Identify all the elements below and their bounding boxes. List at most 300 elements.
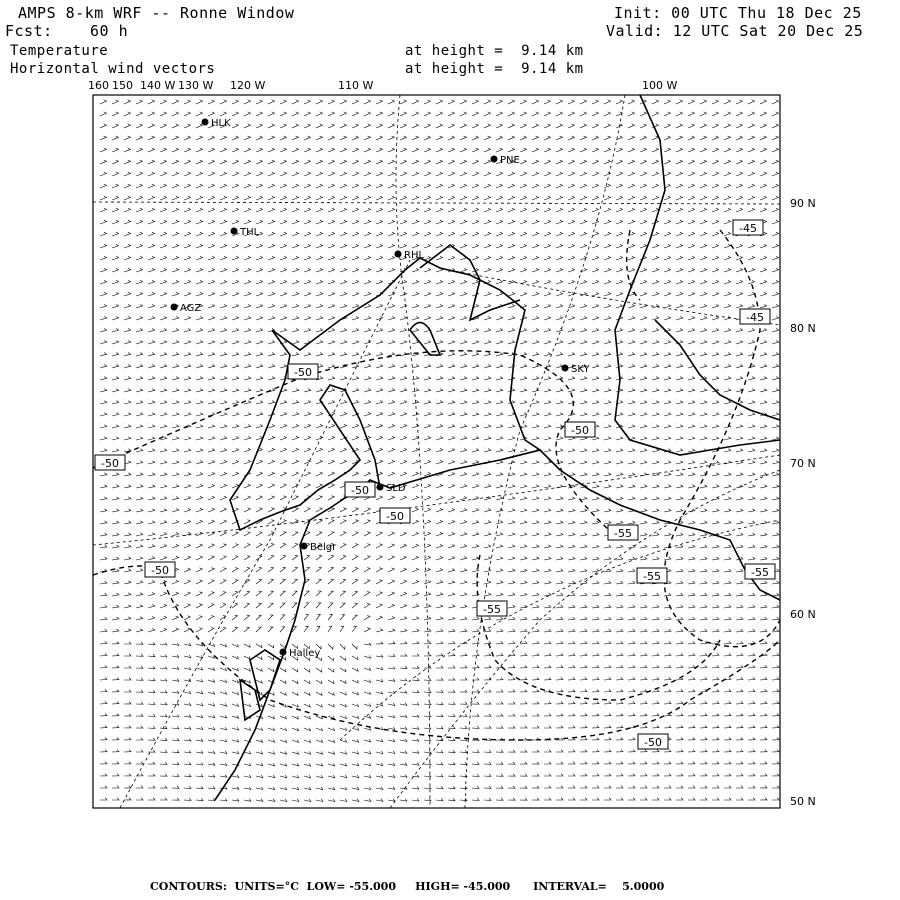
- wind-barb: [616, 677, 623, 680]
- wind-barb: [424, 100, 430, 104]
- wind-barb: [412, 617, 419, 620]
- wind-barb: [304, 484, 310, 488]
- wind-barb: [532, 545, 539, 548]
- wind-barb: [496, 798, 503, 800]
- wind-barb: [580, 665, 587, 668]
- wind-barb: [124, 220, 131, 224]
- wind-barb: [388, 604, 395, 608]
- wind-barb: [148, 112, 154, 116]
- wind-barb: [232, 304, 239, 308]
- wind-barb: [328, 341, 335, 345]
- wind-barb: [316, 220, 323, 224]
- wind-barb: [508, 256, 515, 260]
- wind-barb: [532, 714, 539, 716]
- wind-barb: [568, 220, 575, 224]
- wind-barb: [700, 557, 707, 560]
- wind-barb: [496, 557, 503, 560]
- wind-barb: [352, 680, 358, 683]
- wind-barb: [532, 461, 539, 464]
- wind-barb: [748, 762, 755, 764]
- wind-barb: [364, 751, 371, 754]
- wind-barb: [208, 727, 215, 730]
- wind-barb: [364, 136, 370, 140]
- wind-barb: [460, 460, 467, 464]
- wind-barb: [268, 448, 275, 452]
- wind-barb: [196, 763, 203, 766]
- wind-barb: [736, 689, 743, 692]
- wind-barb: [688, 437, 695, 440]
- wind-barb: [292, 716, 298, 719]
- wind-barb: [364, 556, 370, 560]
- wind-barb: [640, 280, 647, 284]
- wind-barb: [424, 292, 431, 296]
- wind-barb: [484, 774, 491, 776]
- wind-barb: [256, 591, 262, 596]
- wind-barb: [472, 569, 479, 572]
- wind-barb: [508, 533, 515, 536]
- wind-barb: [496, 593, 503, 596]
- wind-barb: [436, 544, 443, 548]
- wind-barb: [352, 112, 358, 116]
- wind-barb: [736, 677, 743, 680]
- wind-barb: [688, 148, 695, 152]
- wind-barb: [712, 605, 719, 608]
- wind-barb: [568, 112, 574, 116]
- wind-barb: [328, 787, 335, 790]
- wind-barb: [328, 100, 334, 104]
- wind-barb: [592, 256, 599, 260]
- wind-barb: [652, 701, 659, 704]
- wind-barb: [544, 208, 551, 212]
- wind-barb: [100, 689, 107, 692]
- wind-barb: [724, 280, 731, 284]
- wind-barb: [328, 532, 334, 537]
- wind-barb: [520, 365, 527, 369]
- wind-barb: [532, 280, 539, 284]
- wind-barb: [184, 643, 191, 646]
- wind-barb: [304, 232, 311, 236]
- wind-barb: [724, 557, 731, 560]
- wind-barb: [424, 256, 431, 260]
- wind-barb: [448, 172, 455, 176]
- wind-barb: [220, 591, 226, 596]
- wind-barb: [292, 555, 298, 560]
- wind-barb: [436, 798, 443, 801]
- wind-barb: [400, 556, 406, 560]
- wind-barb: [244, 256, 251, 260]
- wind-barb: [556, 641, 563, 644]
- wind-barb: [412, 787, 419, 790]
- wind-barb: [196, 268, 203, 272]
- wind-barb: [268, 775, 275, 778]
- wind-barb: [424, 401, 431, 405]
- wind-barb: [736, 449, 743, 452]
- wind-barb: [136, 497, 143, 500]
- wind-barb: [544, 437, 551, 440]
- wind-barb: [412, 496, 419, 500]
- wind-barb: [184, 449, 191, 452]
- wind-barb: [352, 591, 358, 596]
- wind-barb: [484, 100, 490, 104]
- wind-barb: [604, 738, 611, 741]
- wind-barb: [712, 136, 718, 140]
- wind-barb: [520, 208, 527, 212]
- wind-barb: [520, 509, 527, 512]
- wind-barb: [208, 544, 214, 548]
- wind-barb: [628, 617, 635, 620]
- wind-barb: [544, 316, 551, 320]
- wind-barb: [472, 244, 479, 248]
- wind-barb: [580, 738, 587, 740]
- wind-barb: [328, 172, 335, 176]
- wind-barb: [460, 292, 467, 296]
- wind-barb: [412, 472, 419, 476]
- wind-barb: [292, 787, 299, 790]
- wind-barb: [616, 521, 623, 524]
- wind-barb: [604, 208, 611, 212]
- wind-barb: [328, 389, 335, 393]
- wind-barb: [424, 751, 431, 754]
- wind-barb: [220, 136, 226, 140]
- wind-barb: [640, 533, 647, 536]
- wind-barb: [136, 629, 143, 632]
- wind-barb: [100, 762, 107, 764]
- lon-label-130: 130 W: [178, 79, 214, 92]
- wind-barb: [184, 124, 190, 128]
- wind-barb: [244, 184, 251, 188]
- wind-barb: [652, 689, 659, 692]
- wind-barb: [340, 292, 347, 296]
- wind-barb: [280, 627, 285, 632]
- wind-barb: [388, 532, 394, 536]
- wind-barb: [376, 220, 383, 224]
- wind-barb: [460, 328, 467, 332]
- wind-barb: [400, 412, 407, 416]
- wind-barb: [652, 244, 659, 248]
- wind-barb: [352, 100, 358, 104]
- wind-barb: [328, 112, 334, 116]
- wind-barb: [220, 377, 227, 381]
- wind-barb: [340, 328, 347, 332]
- wind-barb: [436, 702, 443, 704]
- wind-barb: [208, 580, 214, 584]
- wind-barb: [484, 401, 491, 404]
- wind-barb: [508, 521, 515, 524]
- wind-barb: [388, 460, 395, 464]
- wind-barb: [184, 473, 191, 477]
- wind-barb: [592, 353, 599, 357]
- lon-label-110: 110 W: [338, 79, 374, 92]
- wind-barb: [484, 557, 491, 560]
- wind-barb: [712, 569, 719, 572]
- wind-barb: [508, 690, 515, 692]
- wind-barb: [388, 691, 395, 694]
- wind-barb: [412, 328, 419, 332]
- wind-barb: [400, 220, 407, 224]
- wind-barb: [760, 617, 767, 620]
- wind-barb: [580, 449, 587, 452]
- wind-barb: [604, 268, 611, 272]
- wind-barb: [232, 413, 239, 416]
- wind-barb: [760, 328, 767, 332]
- wind-barb: [424, 208, 431, 212]
- wind-barb: [208, 556, 214, 560]
- wind-barb: [616, 232, 623, 236]
- wind-barb: [256, 567, 262, 572]
- wind-barb: [568, 714, 575, 716]
- wind-barb: [496, 786, 503, 788]
- wind-barb: [772, 738, 779, 741]
- wind-barb: [628, 112, 634, 116]
- wind-barb: [448, 436, 455, 440]
- wind-barb: [172, 377, 179, 381]
- wind-barb: [688, 533, 695, 536]
- wind-barb: [688, 774, 695, 776]
- wind-barb: [688, 280, 695, 284]
- wind-barb: [388, 112, 394, 116]
- wind-barb: [340, 220, 347, 224]
- wind-barb: [604, 365, 611, 369]
- wind-barb: [388, 787, 395, 790]
- wind-barb: [676, 196, 683, 200]
- wind-barb: [220, 413, 227, 416]
- wind-barb: [112, 581, 119, 584]
- wind-barb: [700, 365, 707, 369]
- wind-barb: [280, 244, 287, 248]
- wind-barb: [760, 677, 767, 680]
- wind-barb: [100, 473, 107, 476]
- wind-barb: [700, 485, 707, 488]
- wind-barb: [544, 774, 551, 776]
- wind-barb: [148, 702, 155, 704]
- wind-barb: [244, 544, 250, 549]
- wind-barb: [568, 172, 575, 176]
- wind-barb: [208, 292, 215, 296]
- wind-barb: [400, 568, 407, 572]
- wind-barb: [208, 460, 215, 464]
- wind-barb: [436, 629, 443, 632]
- wind-barb: [412, 727, 419, 730]
- wind-barb: [448, 112, 454, 116]
- wind-barb: [436, 460, 443, 464]
- wind-barb: [124, 726, 131, 728]
- wind-barb: [592, 401, 599, 404]
- station-label-pne: PNE: [500, 155, 520, 166]
- wind-barb: [220, 496, 227, 500]
- wind-barb: [112, 232, 119, 236]
- wind-barb: [508, 304, 515, 308]
- wind-barb: [112, 413, 119, 416]
- wind-barb: [136, 750, 143, 752]
- wind-barb: [184, 774, 191, 776]
- wind-barb: [280, 208, 287, 212]
- wind-barb: [772, 653, 779, 656]
- wind-barb: [400, 691, 407, 694]
- wind-barb: [676, 365, 683, 369]
- wind-barb: [100, 232, 107, 236]
- wind-barb: [376, 629, 383, 633]
- wind-barb: [352, 668, 358, 671]
- wind-barb: [448, 641, 455, 644]
- wind-barb: [160, 304, 167, 308]
- wind-barb: [604, 244, 611, 248]
- wind-barb: [544, 629, 551, 632]
- wind-barb: [136, 473, 143, 476]
- wind-barb: [292, 775, 299, 778]
- wind-barb: [376, 496, 382, 500]
- wind-barb: [400, 617, 407, 620]
- wind-barb: [448, 377, 455, 381]
- wind-barb: [520, 112, 526, 116]
- wind-barb: [244, 353, 251, 357]
- wind-barb: [400, 715, 407, 718]
- station-dot-hlk: [202, 119, 209, 126]
- wind-barb: [676, 232, 683, 236]
- wind-barb: [316, 555, 322, 560]
- wind-barb: [532, 569, 539, 572]
- wind-barb: [664, 304, 671, 308]
- wind-barb: [340, 728, 347, 731]
- wind-barb: [232, 644, 238, 647]
- wind-barb: [724, 112, 730, 116]
- wind-barb: [592, 689, 599, 692]
- wind-barb: [688, 750, 695, 752]
- wind-barb: [772, 714, 779, 717]
- wind-barb: [712, 377, 719, 381]
- wind-barb: [592, 220, 599, 224]
- wind-barb: [580, 786, 587, 788]
- wind-barb: [448, 413, 455, 417]
- wind-barb: [604, 341, 611, 345]
- wind-barb: [220, 341, 227, 345]
- wind-barb: [412, 124, 418, 128]
- wind-barb: [304, 208, 311, 212]
- wind-barb: [364, 280, 371, 284]
- wind-barb: [280, 680, 286, 684]
- wind-barb: [556, 593, 563, 596]
- wind-barb: [544, 593, 551, 596]
- wind-barb: [544, 473, 551, 476]
- wind-barb: [472, 232, 479, 236]
- wind-barb: [532, 256, 539, 260]
- wind-barb: [376, 604, 382, 608]
- wind-barb: [544, 665, 551, 668]
- wind-barb: [124, 341, 131, 345]
- wind-barb: [184, 148, 191, 152]
- wind-barb: [376, 389, 383, 393]
- wind-barb: [364, 353, 371, 357]
- wind-barb: [220, 365, 227, 369]
- wind-barb: [304, 799, 311, 802]
- wind-barb: [100, 533, 107, 536]
- wind-barb: [448, 798, 455, 800]
- wind-barb: [412, 580, 419, 584]
- field-name-wind: Horizontal wind vectors: [10, 61, 216, 77]
- wind-barb: [400, 763, 407, 766]
- wind-barb: [628, 172, 635, 176]
- wind-barb: [304, 172, 311, 176]
- wind-barb: [448, 304, 455, 308]
- wind-barb: [208, 472, 215, 476]
- wind-barb: [328, 244, 335, 248]
- wind-barb: [652, 425, 659, 428]
- wind-barb: [292, 148, 299, 152]
- wind-barb: [772, 148, 779, 152]
- wind-barb: [364, 775, 371, 778]
- wind-barb: [532, 304, 539, 308]
- wind-barb: [364, 365, 371, 369]
- wind-barb: [172, 220, 179, 224]
- wind-barb: [256, 172, 263, 176]
- wind-barb: [640, 172, 647, 176]
- wind-barb: [484, 124, 490, 128]
- wind-barb: [592, 774, 599, 776]
- wind-barb: [184, 100, 190, 104]
- wind-barb: [592, 280, 599, 284]
- wind-barb: [364, 100, 370, 104]
- wind-barb: [556, 581, 563, 584]
- wind-barb: [652, 521, 659, 524]
- wind-barb: [172, 341, 179, 345]
- wind-barb: [676, 473, 683, 476]
- wind-barb: [736, 617, 743, 620]
- wind-barb: [328, 436, 335, 440]
- wind-barb: [388, 751, 395, 754]
- wind-barb: [184, 461, 191, 464]
- wind-barb: [472, 496, 479, 500]
- wind-barb: [400, 232, 407, 236]
- wind-barb: [220, 544, 226, 548]
- wind-barb: [196, 365, 203, 369]
- wind-barb: [316, 615, 320, 620]
- wind-barb: [748, 497, 755, 500]
- wind-barb: [220, 603, 226, 608]
- wind-barb: [124, 581, 131, 584]
- wind-barb: [172, 389, 179, 392]
- wind-barb: [568, 377, 575, 381]
- wind-barb: [676, 377, 683, 381]
- wind-barb: [580, 353, 587, 357]
- wind-barb: [124, 304, 131, 308]
- wind-barb: [724, 750, 731, 752]
- wind-barb: [256, 401, 263, 404]
- wind-barb: [316, 740, 323, 743]
- wind-barb: [460, 437, 467, 441]
- wind-barb: [592, 509, 599, 512]
- wind-barb: [556, 750, 563, 752]
- wind-barb: [304, 389, 311, 393]
- wind-barb: [676, 533, 683, 536]
- wind-barb: [700, 593, 707, 596]
- wind-barb: [772, 280, 779, 284]
- wind-barb: [376, 691, 383, 694]
- coastline-east-1: [615, 95, 780, 455]
- wind-barb: [508, 593, 515, 596]
- wind-barb: [160, 604, 167, 608]
- wind-barb: [592, 641, 599, 644]
- wind-barb: [628, 726, 635, 729]
- wind-barb: [280, 124, 286, 128]
- wind-barb: [196, 643, 203, 646]
- wind-barb: [664, 401, 671, 404]
- wind-barb: [496, 196, 503, 200]
- wind-barb: [460, 208, 467, 212]
- wind-barb: [232, 316, 239, 320]
- wind-barb: [148, 292, 155, 296]
- wind-barb: [748, 545, 755, 548]
- wind-barb: [616, 774, 623, 776]
- wind-barb: [424, 605, 431, 608]
